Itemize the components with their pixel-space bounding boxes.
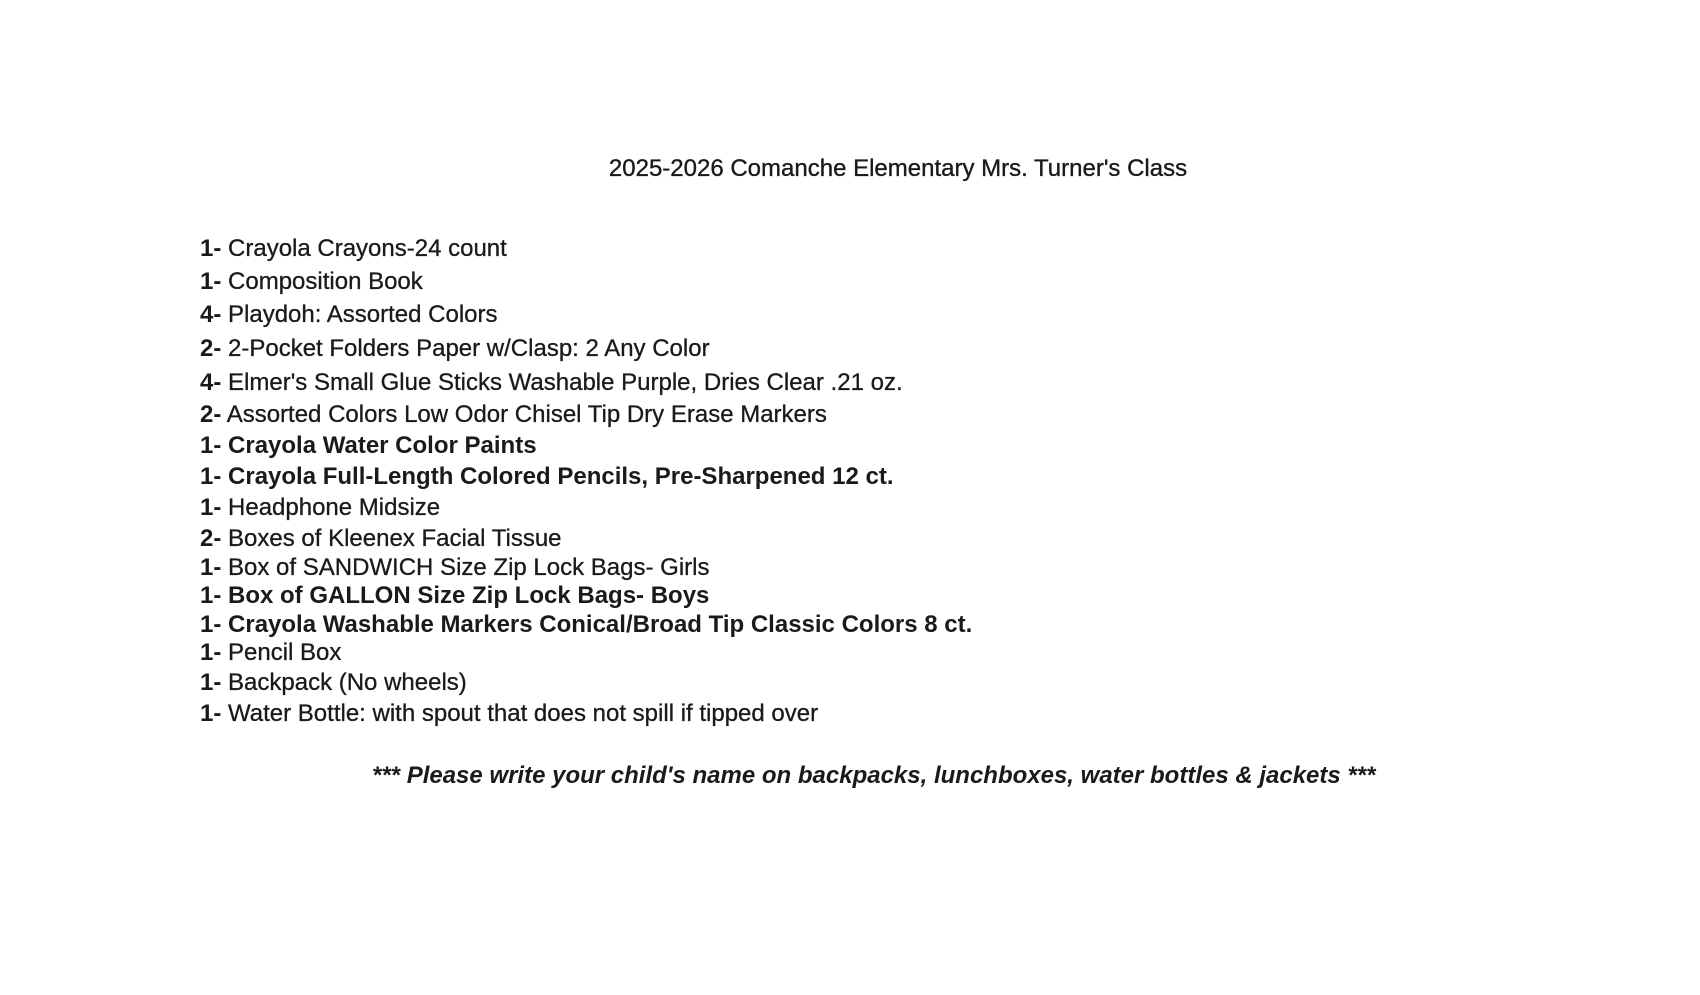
list-item [200,431,537,461]
list-item [200,610,972,640]
item-quantity: 2- [200,401,222,428]
item-quantity: 1- [200,554,222,581]
list-item [200,638,341,668]
item-quantity: 1- [200,432,222,459]
list-item [200,553,709,583]
list-item [200,524,562,554]
item-quantity: 1- [200,268,222,295]
item-text: Box of SANDWICH Size Zip Lock Bags- Girls [228,554,710,581]
list-item [200,300,498,330]
item-quantity: 1- [200,700,222,727]
list-item [200,462,894,492]
item-text: Assorted Colors Low Odor Chisel Tip Dry Erase Markers [226,401,827,428]
reminder-note: *** Please write your child's name on backpacks, lunchboxes, water bottles & jackets *** [372,762,1376,789]
item-text: Headphone Midsize [228,494,441,521]
item-text: Boxes of Kleenex Facial Tissue [228,525,562,552]
list-item [200,581,709,611]
list-item [200,699,818,729]
item-text: Crayola Crayons-24 count [228,235,507,262]
list-item [200,267,423,297]
list-item [200,368,903,398]
item-quantity: 4- [200,301,222,328]
page-title: 2025-2026 Comanche Elementary Mrs. Turner's Class [608,155,1188,182]
item-quantity: 1- [200,494,222,521]
item-quantity: 1- [200,235,222,262]
item-text: Box of GALLON Size Zip Lock Bags- Boys [228,582,710,609]
item-quantity: 1- [200,669,222,696]
item-quantity: 1- [200,463,222,490]
item-text: Composition Book [228,268,423,295]
item-text: Water Bottle: with spout that does not spill if tipped over [228,700,819,727]
item-text: Backpack (No wheels) [228,669,467,696]
item-text: Pencil Box [228,639,342,666]
list-item [200,668,467,698]
item-text: 2-Pocket Folders Paper w/Clasp: 2 Any Color [228,335,710,362]
item-text: Crayola Washable Markers Conical/Broad Tip Classic Colors 8 ct. [228,611,973,638]
list-item [200,334,710,364]
item-quantity: 1- [200,582,222,609]
item-quantity: 2- [200,335,222,362]
item-text: Crayola Water Color Paints [228,432,537,459]
item-text: Elmer's Small Glue Sticks Washable Purple, Dries Clear .21 oz. [228,369,903,396]
item-text: Playdoh: Assorted Colors [228,301,498,328]
list-item [200,234,507,264]
item-quantity: 4- [200,369,222,396]
item-quantity: 1- [200,639,222,666]
list-item [200,400,827,430]
list-item [200,493,440,523]
item-text: Crayola Full-Length Colored Pencils, Pre-Sharpened 12 ct. [228,463,894,490]
item-quantity: 2- [200,525,222,552]
item-quantity: 1- [200,611,222,638]
